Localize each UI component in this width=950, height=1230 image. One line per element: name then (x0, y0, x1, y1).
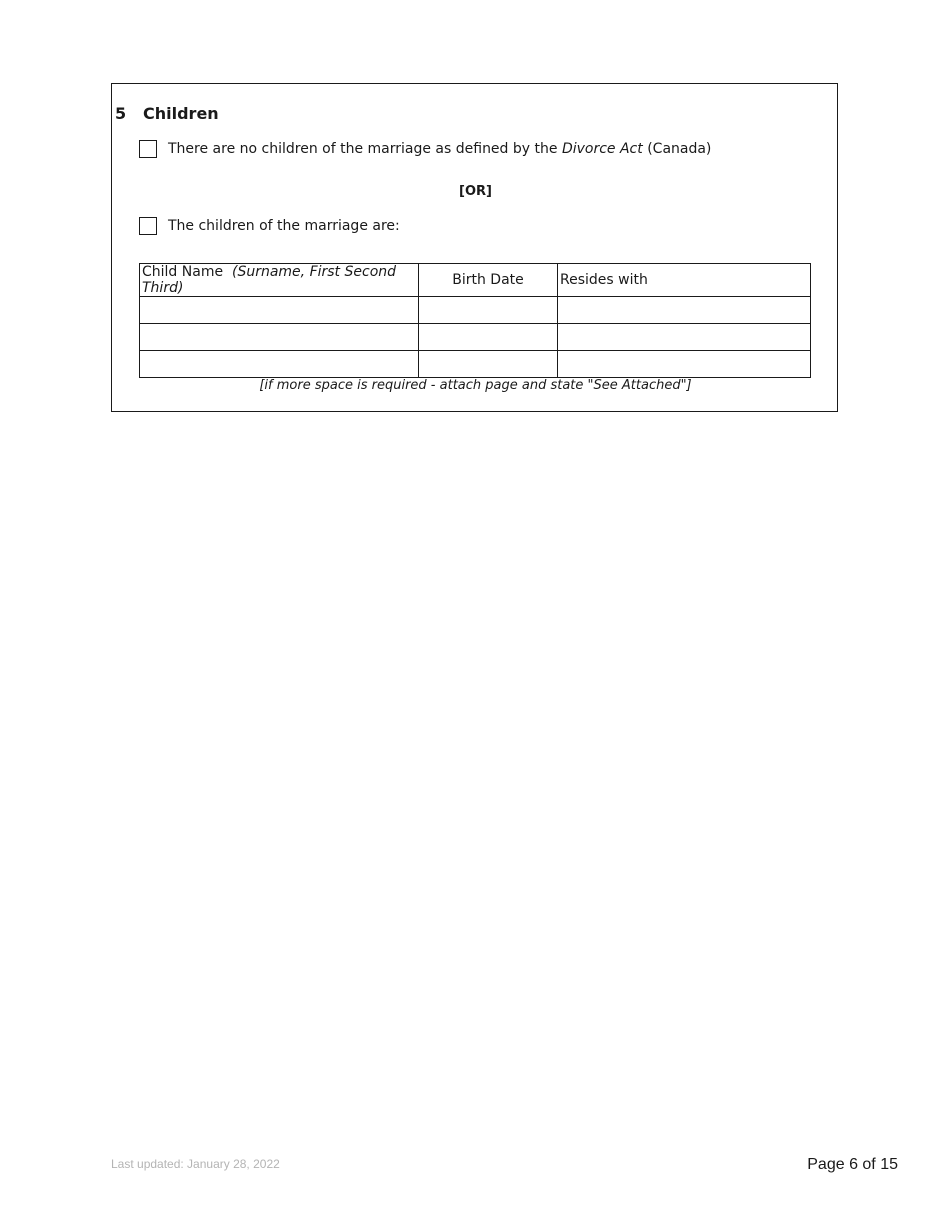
resides-with-cell[interactable] (558, 297, 811, 324)
section-title: Children (143, 104, 219, 123)
children-list-checkbox[interactable] (139, 217, 157, 235)
header-resides-with: Resides with (558, 264, 811, 297)
header-child-name: Child Name (Surname, First Second Third) (140, 264, 419, 297)
table-row (140, 297, 811, 324)
birth-date-cell[interactable] (419, 297, 558, 324)
header-name-hint: (Surname, First Second Third) (142, 264, 397, 296)
last-updated: Last updated: January 28, 2022 (111, 1157, 280, 1171)
page-number: Page 6 of 15 (807, 1156, 898, 1173)
attachment-note: [if more space is required - attach page and state "See Attached"] (259, 378, 692, 393)
children-list-label: The children of the marriage are: (168, 218, 400, 234)
resides-with-cell[interactable] (558, 324, 811, 351)
children-section (111, 83, 838, 412)
act-name: Divorce Act (561, 141, 643, 157)
children-table (139, 263, 811, 378)
table-header-row (140, 264, 811, 297)
child-name-cell[interactable] (140, 324, 419, 351)
birth-date-cell[interactable] (419, 324, 558, 351)
option-no-children (139, 140, 711, 158)
header-birth-date: Birth Date (419, 264, 558, 297)
birth-date-cell[interactable] (419, 351, 558, 378)
child-name-cell[interactable] (140, 351, 419, 378)
resides-with-cell[interactable] (558, 351, 811, 378)
option-children-list (139, 217, 400, 235)
child-name-cell[interactable] (140, 297, 419, 324)
no-children-checkbox[interactable] (139, 140, 157, 158)
section-number: 5 (115, 104, 127, 123)
no-children-label: There are no children of the marriage as defined by the Divorce Act (Canada) (168, 141, 712, 157)
or-separator: [OR] (459, 184, 492, 199)
table-row (140, 351, 811, 378)
table-row (140, 324, 811, 351)
